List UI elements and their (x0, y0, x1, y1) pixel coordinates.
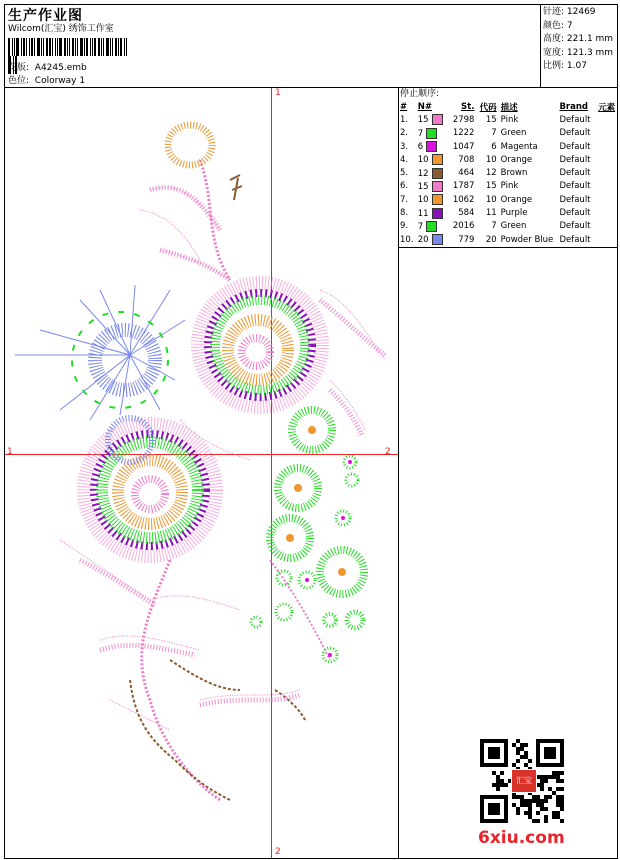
stat-value: 221.1 mm (564, 34, 614, 44)
column-header: # (400, 101, 408, 112)
color-swatch (432, 114, 443, 125)
table-row: 3. 6 1047 6 Magenta Default (400, 141, 591, 153)
color-swatch (432, 154, 443, 165)
color-swatch (426, 221, 437, 232)
sequence-table (398, 100, 620, 246)
table-row: 7. 10 1062 10 Orange Default (400, 194, 591, 206)
column-header: St. (461, 101, 475, 112)
table-row: 10. 20 779 20 Powder Blue Default (400, 234, 591, 246)
table-row: 4. 10 708 10 Orange Default (400, 154, 591, 166)
page-title: 生产作业图 (8, 8, 83, 24)
qr-badge: 汇宝 (511, 769, 537, 793)
column-header: 元素 (598, 102, 616, 113)
table-row: 5. 12 464 12 Brown Default (400, 168, 591, 179)
axis-label-top: 1 (275, 88, 281, 98)
color-swatch (432, 234, 443, 245)
stat-value: 7 (564, 20, 573, 31)
color-swatch (432, 194, 443, 205)
stat-value: 12469 (564, 7, 596, 17)
color-swatch (432, 208, 443, 219)
column-header: 代码 (479, 102, 497, 113)
stat-row: 高度: 221.1 mm (543, 34, 614, 44)
stats-list (543, 6, 613, 74)
table-row: 8. 11 584 11 Purple Default (400, 208, 591, 219)
sequence-title: 停止顺序: (400, 89, 440, 99)
table-row: 6. 15 1787 15 Pink Default (400, 181, 591, 192)
column-header: N# (417, 101, 432, 112)
stat-row: 颜色: 7 (543, 20, 573, 31)
axis-label-bottom: 2 (275, 847, 281, 857)
colorway-value: Colorway 1 (34, 76, 86, 86)
sequence-table-wrap (398, 100, 620, 246)
axis-label-right: 2 (385, 447, 391, 457)
color-swatch (432, 168, 443, 179)
column-header: Brand (559, 101, 588, 112)
stat-value: 1.07 (564, 61, 587, 71)
column-header: 描述 (500, 102, 518, 113)
stat-row: 针迹: 12469 (543, 7, 596, 17)
stat-value: 121.3 mm (564, 47, 614, 58)
color-swatch (426, 141, 437, 152)
design-label: 花版: A4245.emb (8, 63, 87, 73)
table-row: 9. 7 2016 7 Green Default (400, 221, 591, 232)
company-name: Wilcom(汇宝) 绣饰工作室 (8, 24, 114, 34)
stat-row: 比例: 1.07 (543, 61, 587, 71)
stat-row: 宽度: 121.3 mm (543, 47, 614, 58)
color-swatch (426, 128, 437, 139)
colorway-label: 色位: Colorway 1 (8, 76, 86, 86)
design-file: A4245.emb (34, 63, 87, 73)
table-row: 1. 15 2798 15 Pink Default (400, 114, 591, 126)
watermark-logo: 6xiu.com (478, 828, 565, 848)
color-swatch (432, 181, 443, 192)
table-row: 2. 7 1222 7 Green Default (400, 128, 591, 139)
axis-label-left: 1 (7, 447, 13, 457)
